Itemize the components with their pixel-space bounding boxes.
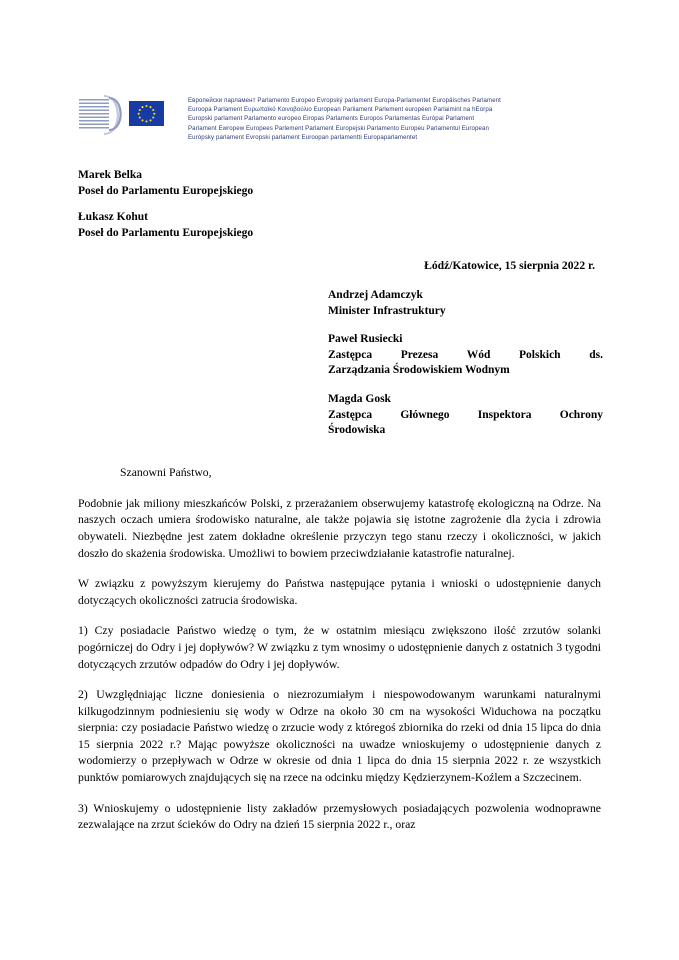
letterhead	[78, 0, 601, 142]
body-paragraph: 2) Uwzględniając liczne doniesienia o niezrozumiałym i niespowodowanym warunkami naturalnymi kilkugodzinnym podniesieniu się wody w Odrze na około 30 cm na wysokości Widuchowa na początku sierpnia: czy posiadacie Państwo wiedzę o zrzucie wody z któregoś zbiornika do rzeki od dnia 15 lipca do dnia 15 sierpnia 2022 r.? Mając powyższe okoliczności na uwadze wnioskujemy o udostępnienie danych z wodomierzy o przepływach w Odrze w okresie od dnia 1 lipca do dnia 15 sierpnia 2022 r. ze wszystkich punktów pomiarowych znajdujących się na rzece na odcinku między Kędzierzynem-Koźlem a Szczecinem.	[78, 688, 601, 785]
letterhead-language-line: Parlament Ewropew Europees Parlement Parlament Europejski Parlamento Europeu Parlamentul European	[188, 124, 489, 132]
recipient-role: Zastępca Głównego Inspektora Ochrony	[328, 408, 603, 421]
body-paragraph: Podobnie jak miliony mieszkańców Polski, z przerażaniem obserwujemy katastrofę ekologiczną na Odrze. Na naszych oczach umiera środowisko naturalne, ale także pojawia się istotne zagrożenie dla życia i zdrowia obywateli. Niezbędne jest zatem dokładne określenie przyczyn tego stanu rzeczy i okoliczności, w jakich doszło do skażenia środowiska. Umożliwi to bowiem przeciwdziałanie katastrofie naturalnej.	[78, 496, 601, 560]
sender-entry	[78, 168, 601, 199]
european-parliament-logo-icon	[78, 92, 176, 140]
sender-name: Marek Belka	[78, 169, 142, 182]
letterhead-language-line: Euroopa Parlament Ευρωπαϊκό Κοινοβούλιο European Parliament Parlement européen Parlaimint na hEorpa	[188, 106, 493, 114]
recipient-block	[328, 288, 603, 439]
recipient-role: Minister Infrastruktury	[328, 304, 446, 317]
salutation: Szanowni Państwo,	[120, 465, 212, 479]
recipient-entry	[328, 392, 603, 439]
body-paragraph: W związku z powyższym kierujemy do Państwa następujące pytania i wnioski o udostępnienie danych dotyczących okoliczności zatrucia środowiska.	[78, 577, 601, 607]
letterhead-language-line: Europski parlament Parlamento europeo Eiropas Parlaments Europos Parlamentas Európai Parlament	[188, 115, 475, 123]
sender-entry	[78, 210, 601, 241]
recipient-entry	[328, 332, 603, 379]
sender-role: Poseł do Parlamentu Europejskiego	[78, 184, 254, 197]
recipient-role-cont: Zarządzania Środowiskiem Wodnym	[328, 364, 510, 377]
recipient-role-cont: Środowiska	[328, 424, 386, 437]
place-and-date: Łódź/Katowice, 15 sierpnia 2022 r.	[424, 259, 595, 273]
recipient-role: Zastępca Prezesa Wód Polskich ds.	[328, 348, 603, 361]
body-paragraph: 1) Czy posiadacie Państwo wiedzę o tym, że w ostatnim miesiącu zwiększono ilość zrzutów solanki pogórniczej do Odry i jej dopływów? W związku z tym wnosimy o udostępnienie danych z ostatnich 3 tygodni dotyczących zrzutów odpadów do Odry i jej dopływów.	[78, 624, 601, 671]
recipient-name: Paweł Rusiecki	[328, 333, 403, 346]
recipient-name: Andrzej Adamczyk	[328, 289, 423, 302]
recipient-entry	[328, 288, 603, 319]
letterhead-language-line: Európsky parlament Evropski parlament Euroopan parlamentti Europaparlamentet	[188, 133, 418, 141]
sender-role: Poseł do Parlamentu Europejskiego	[78, 226, 254, 239]
letterhead-language-line: Европейски парламент Parlamento Europeo Evropský parlament Europa-Parlamentet Europäisches Parlament	[188, 97, 501, 104]
letterhead-language-list	[188, 92, 501, 142]
body-paragraph: 3) Wnioskujemy o udostępnienie listy zakładów przemysłowych posiadających pozwolenia wodnoprawne zezwalające na zrzut ścieków do Odry na dzień 15 sierpnia 2022 r., oraz	[78, 801, 601, 832]
sender-block	[78, 168, 601, 241]
recipient-name: Magda Gosk	[328, 392, 391, 405]
sender-name: Łukasz Kohut	[78, 211, 148, 224]
letter-body	[78, 496, 601, 834]
